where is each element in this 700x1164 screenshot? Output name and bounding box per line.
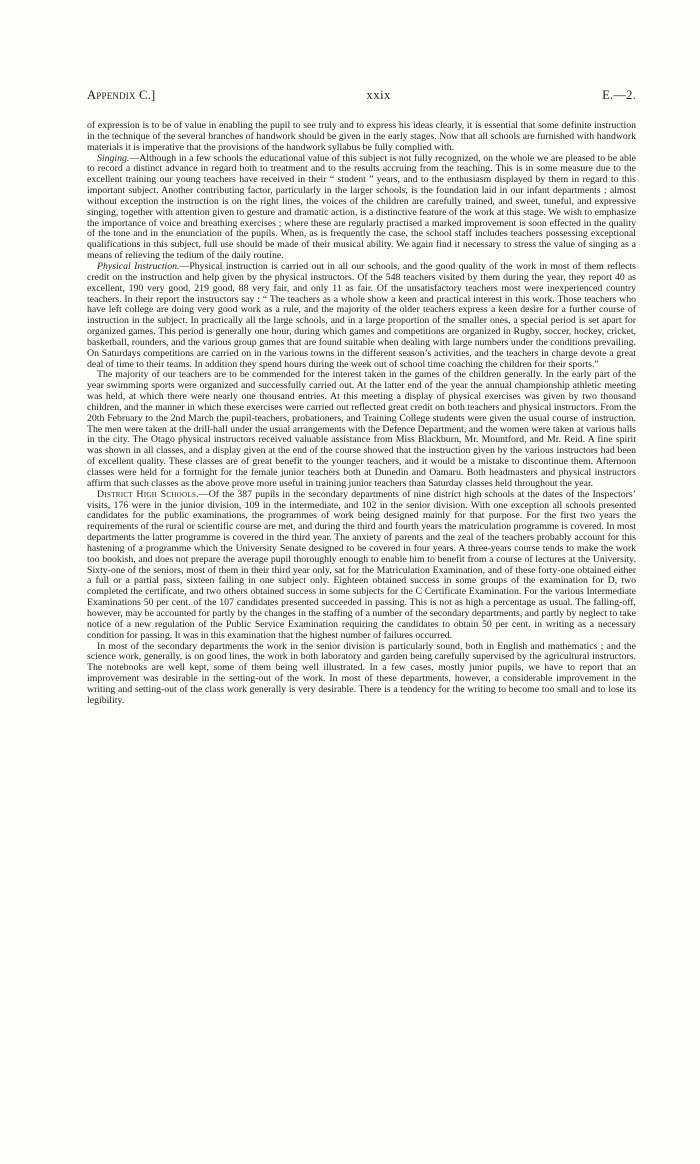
paragraph-text: The majority of our teachers are to be commended for the interest taken in the games of the children generally. In the early part of the year swimming sports were organized and successfully carried out. At the latter end of the year the annual championship athletic meeting was held, at which there were nearly one thousand entries. At this meeting a display of physical exercises was given by two thousand children, and the manner in which these exercises were carried out reflected great credit on both teachers and physical instructors. From the 20th February to the 2nd March the pupil-teachers, probationers, and Training College students were given the usual course of instruction. The men were taken at the drill-hall under the usual arrangements with the Defence Department, and the women were taken at various halls in the city. The Otago physical instructors received valuable assistance from Miss Blackburn, Mr. Mountford, and Mr. Reid. A fine spirit was shown in all classes, and a display given at the end of the course showed that the instruction given by the various instructors had been of excellent quality. These classes are of great benefit to the younger teachers, and it would be a mistake to discontinue them. Afternoon classes were held for a fortnight for the female junior teachers both at Dunedin and Oamaru. Both headmasters and physical instructors affirm that such classes as the above prove more useful in training junior teachers than Saturday classes held throughout the year. xyxy=(87,369,636,489)
section-heading-district-high-schools: District High Schools. xyxy=(97,488,199,500)
paragraph-secondary-departments xyxy=(87,642,636,707)
header-document-code: E.—2. xyxy=(602,88,636,102)
header-appendix-label: Appendix C.] xyxy=(87,88,156,102)
paragraph-district-high-schools xyxy=(87,490,636,642)
paragraph-text: In most of the secondary departments the work in the senior division is particularly sound, both in English and mathematics ; and the science work, generally, is on good lines, the work in both laboratory and garden being carefully supervised by the agricultural instructors. The notebooks are well kept, some of them being well illustrated. In a few cases, mostly junior pupils, we have to report that an improvement was desirable in the setting-out of the work. In most of these departments, however, a considerable improvement in the writing and setting-out of the class work generally is very desirable. There is a tendency for the writing to become too small and to lose its legibility. xyxy=(87,640,636,706)
header-page-number: xxix xyxy=(366,88,391,102)
paragraph-singing xyxy=(87,154,636,262)
section-heading-physical-instruction: Physical Instruction. xyxy=(97,260,180,272)
paragraph-text: —Physical instruction is carried out in all our schools, and the good quality of the work in most of them reflects credit on the instruction and help given by the physical instructors. Of the 548 teachers visited by them during the year, they report 40 as excellent, 190 very good, 219 good, 88 very fair, and only 11 as fair. Of the unsatisfactory teachers most were inexperienced country teachers. In their report the instructors say : “ The teachers as a whole show a keen and practical interest in this work. Those teachers who have left college are doing very good work as a rule, and the majority of the older teachers express a keen desire for a further course of instruction in the subject. In practically all the large schools, and in a large proportion of the smaller ones, a special period is set apart for organized games. This period is generally one hour, during which games and competitions are organized in Rugby, soccer, hockey, cricket, basketball, rounders, and the various group games that are found suitable when dealing with large numbers under the conditions prevailing. On Saturdays competitions are carried on in the various towns in the different season’s activities, and the teachers in charge devote a great deal of time to their teams. In addition they spend hours during the week out of school time coaching the children for their sports.” xyxy=(87,260,636,370)
section-heading-singing: Singing. xyxy=(97,152,130,164)
paragraph-text: of expression is to be of value in enabling the pupil to see truly and to express his ideas clearly, it is essential that some definite instruction in the technique of the several branches of handwork should be given in the early stages. Now that all schools are furnished with handwork materials it is imperative that the provisions of the handwork syllabus be fully complied with. xyxy=(87,120,636,153)
paragraph-games xyxy=(87,370,636,489)
paragraph-text: —Although in a few schools the educational value of this subject is not fully recognized, on the whole we are pleased to be able to record a distinct advance in regard both to treatment and to the results accruing from the teaching. This is in some measure due to the excellent training our young teachers have received in their “ student ” years, and to the enthusiasm displayed by them in regard to this important subject. Another contributing factor, particularly in the larger schools, is the foundation laid in our infant departments ; almost without exception the instruction is on the right lines, the voices of the children are carefully trained, and sweet, tuneful, and expressive singing, together with attention given to gesture and dramatic action, is a distinctive feature of the work at this stage. We wish to emphasize the importance of voice and breathing exercises ; where these are regularly practised a marked improvement is soon effected in the quality of the tone and in the enunciation of the pupils. When, as is frequently the case, the school staff includes teachers possessing exceptional qualifications in this subject, full use should be made of their musical ability. We again find it necessary to stress the value of singing as a means of relieving the tedium of the daily routine. xyxy=(87,152,636,262)
paragraph-handwork-continuation xyxy=(87,121,636,154)
paragraph-physical-instruction xyxy=(87,262,636,370)
paragraph-text: —Of the 387 pupils in the secondary departments of nine district high schools at the dates of the Inspectors’ visits, 176 were in the junior division, 109 in the intermediate, and 102 in the senior division. With one exception all schools presented candidates for the public examinations, the programmes of work being designed mainly for that purpose. For the first two years the requirements of the rural or scientific course are met, and during the third and fourth years the matriculation programme is covered. In most departments the latter programme is covered in the third year. The anxiety of parents and the zeal of the teachers probably account for this hastening of a programme which the University Senate designed to be covered in four years. A three-years course tends to make the work too bookish, and does not prepare the average pupil thoroughly enough to enable him to benefit from a course of lectures at the University. Sixty-one of the seniors, most of them in their third year only, sat for the Matriculation Examination, and of these forty-one obtained either a full or a partial pass, sixteen failing in one subject only. Eighteen obtained success in some groups of the examination for D, two completed the certificate, and two others obtained success in some subjects for the C Certificate Examination. For the various Intermediate Examinations 50 per cent. of the 107 candidates presented succeeded in passing. This is not as high a percentage as usual. The falling-off, however, may be accounted for partly by the changes in the staffing of a number of the secondary departments, and partly by neglect to take notice of a new regulation of the Public Service Examination requiring the candidates to obtain 50 per cent. in writing as a necessary condition for passing. It was in this examination that the highest number of failures occurred. xyxy=(87,488,636,641)
running-header xyxy=(87,88,636,103)
body-text xyxy=(87,121,636,707)
